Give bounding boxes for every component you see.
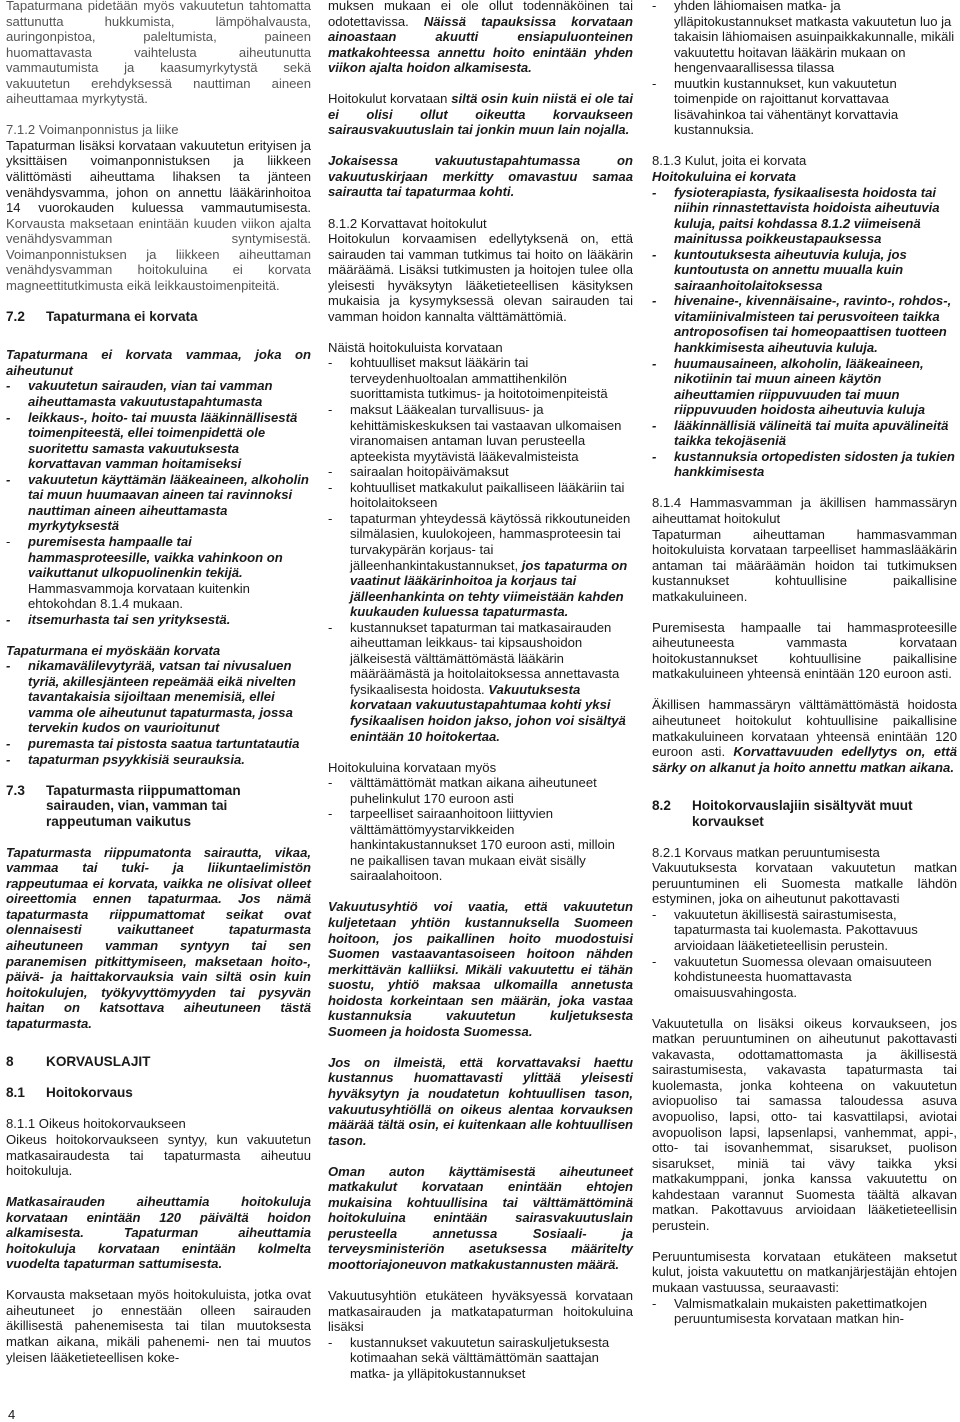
section-8-1-4-heading: 8.1.4 Hammasvamman ja äkillisen hammassäryn aiheuttamat hoitokulut: [652, 495, 957, 526]
etukateen-list: [328, 1335, 633, 1382]
text-plain: Äkillisen hammassäryn välttämättömästä hoidosta aiheutuneet hoitokulut kohtuullisine paikallisine matkakuluineen korvataan yhteensä enintään 120 euroon asti.: [652, 697, 957, 760]
kohtuullisuus-paragraph: Jos on ilmeistä, että korvattavaksi haettu kustannus huomattavasti ylittää yleisesti hyväksytyn ja noudatetun kohtuullisen tason, vakuutusyhtiöllä on oikeus alentaa korvauksen määrää tältä osin, ei kuitenkaan alle kohtuullisen tason.: [328, 1054, 633, 1148]
list-item: [6, 534, 311, 612]
omavastuu-paragraph: Jokaisessa vakuutustapahtumassa on vakuutuskirjaan merkitty omavastuu samaa sairautta tai tapaturmaa kohti.: [328, 153, 633, 200]
section-8-2-1-heading: 8.2.1 Korvaus matkan peruuntumisesta: [652, 844, 880, 860]
section-8-1-4-p3: [652, 697, 957, 775]
list-item: - maksut Lääkealan turvallisuus- ja kehittämiskeskuksen tai vastaavan ulkomaisen viranomaisen antaman luvan perusteella apteekista myytävistä lääkevalmisteista: [328, 402, 633, 464]
list-item: - muutkin kustannukset, kun vakuutetun toimenpide on rajoittanut korvattavaa lisävahinkoa tai vähentänyt korvattavia kustannuksia.: [652, 76, 957, 138]
section-7-1-2-heading: 7.1.2 Voimanponnistus ja liike: [6, 122, 179, 138]
item-plain: tapaturman yhteydessä käytössä rikkoutuneiden silmälasien, kuulokojeen, hammasproteesin tai turvakypärän korjaus- tai jälleenhankintakustannukset,: [350, 510, 631, 573]
continued-list: [652, 0, 957, 138]
text-plain: muksen mukaan ei ole ollut todennäköinen tai odotettavissa.: [328, 0, 633, 29]
column-1: [6, 0, 311, 1365]
text-plain: Hoitokulut korvataan: [328, 91, 448, 107]
list-item: - tarpeelliset sairaanhoitoon liittyvien välttämättömyystarvikkeiden hankintakustannukset 170 euroon asti, milloin ne paikallisen tavan mukaan eivät sisälly sairaalahoitoon.: [328, 806, 633, 884]
intro-paragraph: Tapaturmana pidetään myös vakuutetun tahtomatta sattunutta hukkumista, lämpöhalvausta, auringonpistoa, paleltumista, paineen huomattavasta vaihtelusta aiheutunutta vammautumista ja kaasumyrkytystä sekä vakuutetun erehdyksessä nauttiman aineen aiheuttamaa myrkytystä.: [6, 0, 311, 107]
list-item: - Valmismatkalain mukaisten pakettimatkojen peruuntumisesta korvataan matkan hin-: [652, 1296, 957, 1327]
section-8-heading: [6, 1054, 311, 1070]
section-title: KORVAUSLAJIT: [46, 1054, 151, 1070]
list-item: - vakuutetun sairauden, vian tai vamman aiheuttamasta vakuutustapahtumasta: [6, 378, 311, 409]
section-8-1-3-heading: 8.1.3 Kulut, joita ei korvata: [652, 153, 807, 169]
list-item: - vakuutetun käyttämän lääkeaineen, alkoholin tai muun huumaavan aineen tai ravinnoksi nauttiman aineen aiheuttamasta myrkytyksestä: [6, 472, 311, 534]
list-item: - lääkinnällisiä välineitä tai muita apuvälineitä taikka tekojäseniä: [652, 418, 957, 449]
list-item: - tapaturman psyykkisiä seurauksia.: [6, 752, 311, 768]
section-7-1-2-body-b: Korvausta maksetaan enintään kuuden viikon ajalta venähdysvamman syntymisestä. Voimanponnistuksen ja liikkeen aiheuttaman venähdysvamman hoitokuluina ei korvata magneettitutkimusta eikä leikkaustoimenpiteitä.: [6, 215, 311, 293]
section-8-1-1-body: Oikeus hoitokorvaukseen syntyy, kun vakuutetun matkasairaudesta tai tapaturmasta aiheutuu hoitokuluja.: [6, 1131, 311, 1179]
section-number: 7.3: [6, 782, 25, 798]
column-3: [652, 0, 957, 1327]
omainen-paragraph: Vakuutetulla on lisäksi oikeus korvaukseen, jos matkan peruuntuminen on aiheutunut pakottavasti vakavasta, odottamattomasta ja äkillisestä sairastumisesta, vakavasta tapaturmasta tai kuolemasta, jonka kohteena on vakuutetun aviopuoliso tai samassa taloudessa asuva avopuoliso, lapsi, otto- tai kasvattilapsi, aviotai avopuolison lapsi, lapsenlapsi, vanhemmat, appi-, otto- tai isovanhemmat, sisarukset, puolison sisarukset, miniä tai vävy taikka yksi matkakumppani, jonka kanssa vakuutettu on kahdestaan varannut Suomesta täältä alkavan matkan. Pakottavuus arvioidaan lääketieteellisin perustein.: [652, 1015, 957, 1233]
section-8-1-1-tail: Korvausta maksetaan myös hoitokuluista, jotka ovat aiheutuneet jo ennestään olleen sairauden äkillisestä pahenemisesta tai tilan muutoksesta matkan aikana, mikäli pahenemi- nen tai muutos yleisen lääketieteellisen koke-: [6, 1287, 311, 1365]
section-7-2-heading: [6, 309, 311, 325]
last-list: [652, 1296, 957, 1327]
hoitokulut-paragraph: [328, 91, 633, 138]
item-plain: kustannukset tapaturman tai matkasairauden aiheuttaman leikkaus- tai kipsaushoidon jälkeisestä välttämättömästä lääkärin määräämästä ja hoitolaitoksessa annettavasta fysikaalisesta hoidosta.: [350, 619, 620, 697]
text-bold: siltä osin kuin niistä ei ole tai ei olisi ollut oikeutta korvaukseen sairausvakuutuslain tai jonkin muun lain nojalla.: [328, 91, 633, 138]
section-number: 8: [6, 1054, 14, 1070]
list-item: - itsemurhasta tai sen yrityksestä.: [6, 612, 311, 628]
s821-list: [652, 907, 957, 1000]
s813-lead: Hoitokuluina ei korvata: [652, 168, 797, 184]
section-title: Tapaturmana ei korvata: [46, 308, 198, 324]
kuljetus-paragraph: Vakuutusyhtiö voi vaatia, että vakuutetun kuljetetaan yhtiön kustannuksella Suomeen hoitoon, jos paikallinen hoito muodostuisi Suomen vastaavantasoiseen hoitoon nähden merkittävän kalliiksi. Mikäli vakuutettu ei tähän suostu, yhtiö maksaa ulkomailla annetusta hoidosta korkeintaan sen määrän, joka vastaa kustannuksia vakuutetun kuljetuksesta Suomeen ja hoidosta Suomessa.: [328, 899, 633, 1039]
item-plain: Hammasvammoja korvataan kuitenkin ehtokohdan 8.1.4 mukaan.: [28, 580, 250, 612]
section-8-1-heading: [6, 1085, 311, 1101]
list-item: - leikkaus-, hoito- tai muusta lääkinnällisestä toimenpiteestä, ellei toimenpidettä ole suoritettu samasta vakuutuksesta korvattavan vamman hoitamiseksi: [6, 410, 311, 472]
list2-lead: Hoitokuluina korvataan myös: [328, 759, 497, 775]
page-number: 4: [8, 1407, 16, 1422]
list-lead: Näistä hoitokuluista korvataan: [328, 339, 503, 355]
list-item: - kohtuulliset maksut lääkärin tai terveydenhuoltoalan ammattihenkilön suorittamista tutkimus- ja hoitotoimenpiteistä: [328, 355, 633, 402]
section-number: 8.1: [6, 1085, 25, 1101]
section-8-2-heading: [652, 798, 957, 829]
column-2: [328, 0, 633, 1381]
list-item: - kuntoutuksesta aiheutuvia kuluja, jos kuntoutusta on annettu muualla kuin sairaanhoitolaitoksessa: [652, 247, 957, 294]
list-item: - nikamavälilevytyrää, vatsan tai nivusaluen tyriä, akillesjänteen repeämää eikä nivelten tavantakaisia sijoiltaan menemisiä, ellei vamma ole aiheutunut tapaturmasta, jossa tervekin kudos on vaurioitunut: [6, 658, 311, 736]
item-bold: jos tapaturma on vaatinut lääkärinhoitoa ja korjaus tai jälleenhankinta on tehty viimeistään kahden kuukauden kuluessa tapaturmasta.: [350, 557, 628, 620]
peruuntuminen-paragraph: Peruuntumisesta korvataan etukäteen maksetut kulut, joista vakuutettu on matkanjärjestäjän ehtojen mukaan vastuussa, seuraavasti:: [652, 1248, 957, 1295]
section-8-2-1-body: Vakuutuksesta korvataan vakuutetun matkan peruuntuminen eli Suomesta matkalle lähdön estyminen, joka on aiheutunut pakottavasti: [652, 860, 957, 907]
list-item: - hivenaine-, kivennäisaine-, ravinto-, rohdos-, vitamiinivalmisteen tai perusvoiteen taikka antroposofisen tai homeopaattisen tuotteen hankkimisesta aiheutuvia kuluja.: [652, 293, 957, 355]
s72b-lead: Tapaturmana ei myöskään korvata: [6, 642, 221, 658]
section-8-1-4-p2: Puremisesta hampaalle tai hammasproteesille aiheutuneesta vammasta korvataan hoitokustannukset kohtuullisine paikallisine matkakuluineen yhteensä enintään 120 euroon asti.: [652, 619, 957, 682]
list-item: [328, 511, 633, 620]
section-8-1-2-body: Hoitokulun korvaamisen edellytyksenä on, että sairauden tai vamman tutkimus tai hoito on lääkärin määräämä. Lisäksi tutkimusten ja hoitojen tulee olla yleisesti hyväksytyn lääketieteellisen käsityksen mukaisia ja kysymyksessä olevan sairauden tai vamman hoidon kannalta välttämättömiä.: [328, 231, 633, 324]
myos-list: [328, 775, 633, 884]
section-title: Hoitokorvaus: [46, 1085, 133, 1101]
korvattavat-list: [328, 355, 633, 744]
section-title: Hoitokorvauslajiin sisältyvät muut korvaukset: [692, 798, 913, 829]
s72-list: [6, 378, 311, 627]
list-item: - puremasta tai pistosta saatua tartuntatautia: [6, 736, 311, 752]
s813-list: [652, 185, 957, 480]
section-7-3-heading: [6, 783, 311, 830]
list-item: - yhden lähiomaisen matka- ja ylläpitokustannukset matkasta vakuutetun luo ja takaisin lähiomaisen asuinpaikkakunnalle, mikäli vakuutettu hoitavan lääkärin mukaan on hengenvaarallisessa tilassa: [652, 0, 957, 76]
s72-lead: Tapaturmana ei korvata vammaa, joka on aiheutunut: [6, 347, 311, 378]
section-8-1-2-heading: 8.1.2 Korvattavat hoitokulut: [328, 215, 487, 231]
list-item: - kohtuulliset matkakulut paikalliseen lääkäriin tai hoitolaitokseen: [328, 480, 633, 511]
list-item: - fysioterapiasta, fysikaalisesta hoidosta tai niihin rinnastettavista hoidoista aiheutuvia kuluja, paitsi kohdassa 8.1.2 viimeisenä mainitussa poikkeustapauksessa: [652, 185, 957, 247]
etukateen-paragraph: Vakuutusyhtiön etukäteen hyväksyessä korvataan matkasairauden ja matkatapaturman hoitokuluina lisäksi: [328, 1287, 633, 1335]
section-8-1-1-heading: 8.1.1 Oikeus hoitokorvaukseen: [6, 1116, 186, 1132]
list-item: - vakuutetun äkillisestä sairastumisesta, tapaturmasta tai kuolemasta. Pakottavuus arvioidaan lääketieteellisin perustein.: [652, 907, 957, 954]
section-7-1-2-body: [6, 138, 311, 293]
section-7-3-body: Tapaturmasta riippumatonta sairautta, vikaa, vammaa tai tuki- ja liikuntaelimistön rappeutumaa ei korvata, vaikka ne olisivat olleet oireettomia ennen tapaturmaa. Jos nämä tapaturmasta riippumattomat seikat ovat olennaisesti vaikuttaneet tapaturmasta aiheutuneen vamman syntyyn tai sen paranemisen pitkittymiseen, maksetaan hoito-, päivä- ja haittakorvauksia vain siltä osin kuin hoitokulujen, työkyvyttömyyden tai pysyvän haitan on katsottava aiheutuneen tästä tapaturmasta.: [6, 844, 311, 1031]
section-7-1-2-body-a: Tapaturman lisäksi korvataan vakuutetun erityisen ja yksittäisen voimanponnistuksen ja liikkeen välittömästi aiheuttama lihaksen ta jänteen venähdysvamma, johon on annettu lääkärinhoitoa 14 vuorokauden kuluessa vammautumisesta.: [6, 137, 311, 216]
oma-auto-paragraph: Oman auton käyttämisestä aiheutuneet matkakulut korvataan enintään ehtojen mukaisina kohtuullisina tai välttämättöminä hoitokuluina enintään sairasvakuutuslain perusteella annetussa Sosiaali- ja terveysministeriön asetuksessa määritelty moottoriajoneuvon matkakustannusten määrä.: [328, 1163, 633, 1272]
list-item: [328, 620, 633, 744]
list-item: - huumausaineen, alkoholin, lääkeaineen, nikotiinin tai muun aineen käytön aiheuttamien riippuvuuden tai muun riippuvuuden hoidosta aiheutuvia kuluja: [652, 356, 957, 418]
list-item: - vakuutetun Suomessa olevaan omaisuuteen kohdistuneesta huomattavasta omaisuusvahingosta.: [652, 954, 957, 1001]
text-bold: Korvattavuuden edellytys on, että särky on alkanut ja hoito annettu matkan aikana.: [652, 744, 957, 775]
list-item: - kustannuksia ortopedisten sidosten ja tukien hankkimisesta: [652, 449, 957, 480]
section-title: Tapaturmasta riippumattoman sairauden, vian, vamman tai rappeutuman vaikutus: [46, 782, 241, 829]
item-bold: puremisesta hampaalle tai hammasproteesille, vaikka vahinkoon on vaikuttanut ulkopuolinenkin tekijä.: [28, 533, 283, 581]
list-item: - sairaalan hoitopäivämaksut: [328, 464, 633, 480]
list-item: - kustannukset vakuutetun sairaskuljetuksesta kotimaahan sekä välttämättömän saattajan matka- ja ylläpitokustannukset: [328, 1335, 633, 1382]
s72b-list: [6, 658, 311, 767]
section-8-1-4-p1: Tapaturman aiheuttaman hammasvamman hoitokuluista korvataan tarpeelliset hammaslääkärin antaman tai määräämän hoidon tai tutkimuksen kustannukset kohtuullisine paikallisine matkakuluineen.: [652, 526, 957, 604]
section-number: 7.2: [6, 308, 25, 324]
section-8-1-1-bold: Matkasairauden aiheuttamia hoitokuluja korvataan enintään 120 päivältä hoidon alkamisesta. Tapaturman aiheuttamia hoitokuluja korvataan enintään kolmelta vuodelta tapaturman sattumisesta.: [6, 1194, 311, 1272]
continued-paragraph: [328, 0, 633, 76]
section-number: 8.2: [652, 798, 671, 814]
item-bold: Vakuutuksesta korvataan vakuutustapahtumaa kohti yksi fysikaalisen hoidon jakso, johon voi sisältyä enintään 10 hoitokertaa.: [350, 681, 626, 744]
text-bold: Näissä tapauksissa korvataan ainoastaan akuutti ensiapuluonteinen matkakohteessa annettu hoito enintään yhden viikon ajalta hoidon alkamisesta.: [328, 13, 633, 76]
list-item: - välttämättömät matkan aikana aiheutuneet puhelinkulut 170 euroon asti: [328, 775, 633, 806]
